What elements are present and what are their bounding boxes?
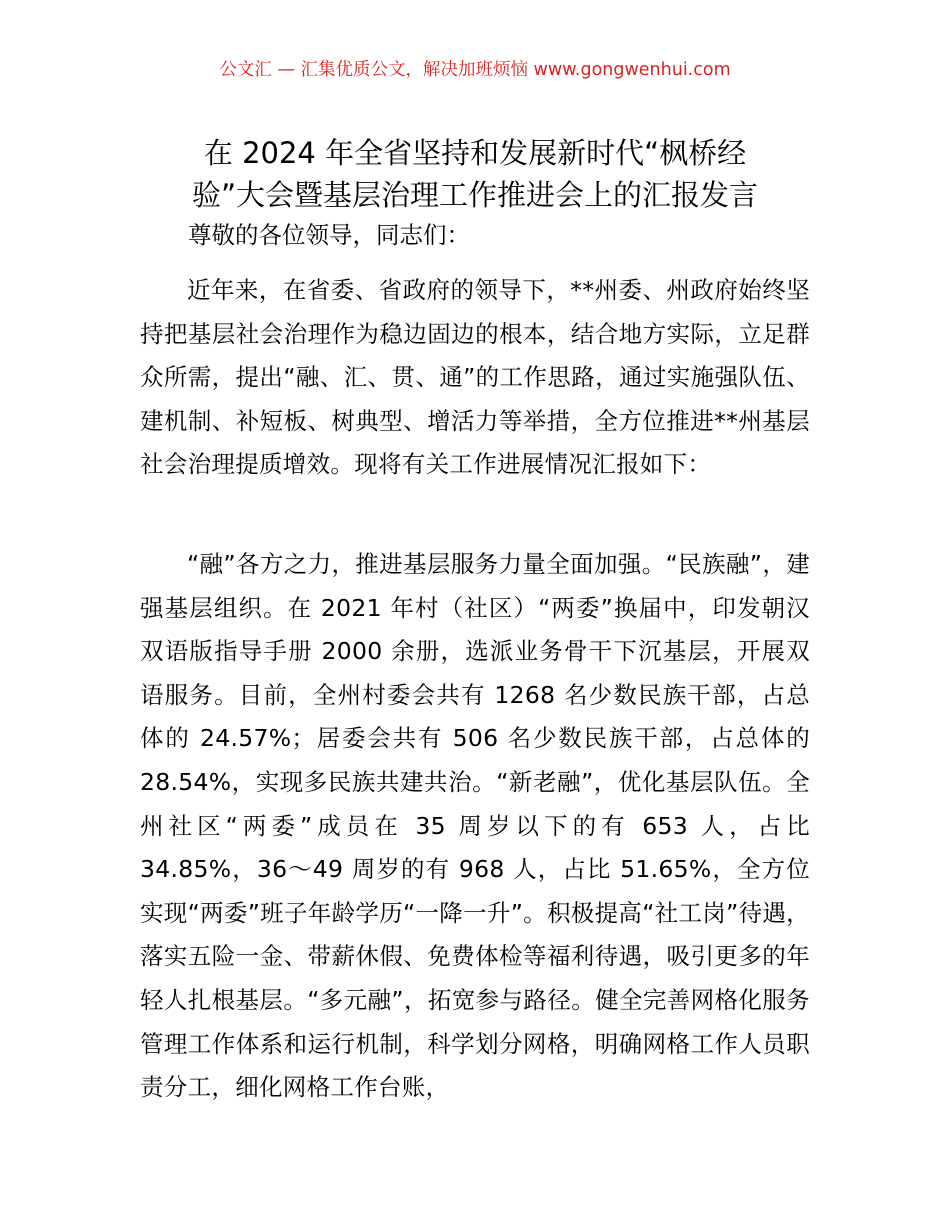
site-banner[interactable]: 公文汇 — 汇集优质公文，解决加班烦恼 www.gongwenhui.com — [219, 60, 731, 80]
body-paragraph-intro: 近年来，在省委、省政府的领导下，**州委、州政府始终坚持把基层社会治理作为稳边固边的根本，结合地方实际，立足群众所需，提出“融、汇、贯、通”的工作思路，通过实施强队伍、建机制、补短板、树典型、增活力等举措，全方位推进**州基层社会治理提质增效。现将有关工作进展情况汇报如下： — [140, 276, 810, 479]
document-title — [140, 132, 810, 216]
title-line-2: 验”大会暨基层治理工作推进会上的汇报发言 — [191, 178, 759, 213]
salutation: 尊敬的各位领导，同志们： — [188, 221, 470, 249]
body-paragraph-rong: “融”各方之力，推进基层服务力量全面加强。“民族融”，建强基层组织。在 2021 年村（社区）“两委”换届中，印发朝汉双语版指导手册 2000 余册，选派业务骨干下沉基层，开展双语服务。目前，全州村委会共有 1268 名少数民族干部，占总体的 24.57%；居委会共有 506 名少数民族干部，占总体的 28.54%，实现多民族共建共治。“新老融”，优化基层队伍。全州社区“两委”成员在 35 周岁以下的有 653 人，占比 34.85%，36～49 周岁的有 968 人，占比 51.65%，全方位实现“两委”班子年龄学历“一降一升”。积极提高“社工岗”待遇，落实五险一金、带薪休假、免费体检等福利待遇，吸引更多的年轻人扎根基层。“多元融”，拓宽参与路径。健全完善网格化服务管理工作体系和运行机制，科学划分网格，明确网格工作人员职责分工，细化网格工作台账， — [140, 550, 810, 1102]
title-line-1: 在 2024 年全省坚持和发展新时代“枫桥经 — [203, 136, 747, 171]
